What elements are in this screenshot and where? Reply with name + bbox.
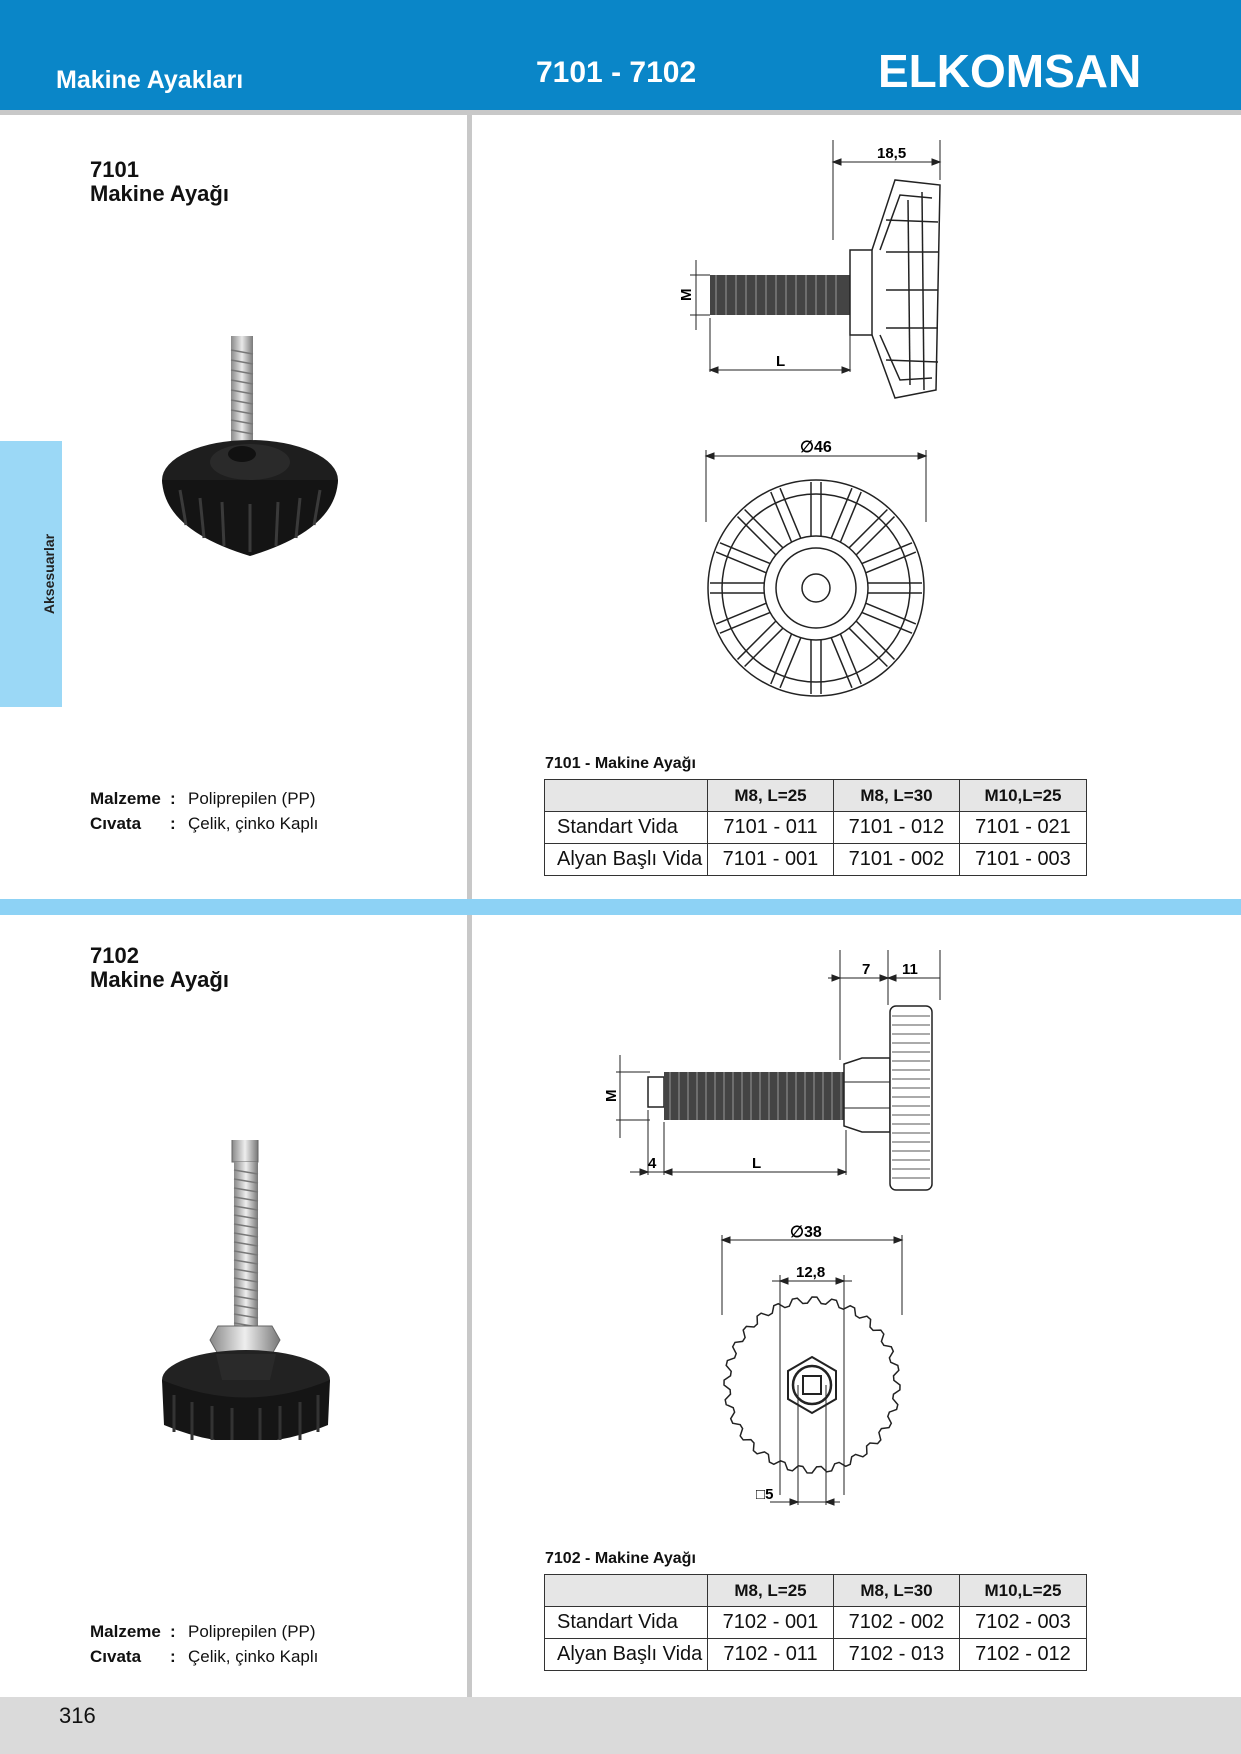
bolt-value: Çelik, çinko Kaplı: [188, 814, 319, 833]
table-header: M8, L=25: [708, 1575, 834, 1607]
table-title: 7102 - Makine Ayağı: [545, 1550, 696, 1567]
table-cell: 7101 - 011: [708, 812, 834, 844]
product-codes: 7101 - 7102: [536, 56, 697, 89]
dim-square: 5: [765, 1486, 774, 1503]
diameter-symbol: ∅: [800, 439, 814, 456]
spec-table-7101: [544, 779, 1087, 876]
dim-length: L: [752, 1155, 762, 1172]
table-cell: 7102 - 013: [834, 1639, 960, 1671]
dim-nut: 7: [862, 961, 871, 978]
table-row: [545, 844, 1087, 876]
table-header: M8, L=25: [708, 780, 834, 812]
dim-tip: 4: [648, 1155, 657, 1172]
table-row: [545, 1607, 1087, 1639]
material-specs: Malzeme : Poliprepilen (PP) Cıvata : Çelik, çinko Kaplı: [90, 786, 318, 836]
table-cell: 7102 - 012: [960, 1639, 1087, 1671]
table-cell: 7101 - 001: [708, 844, 834, 876]
row-label: Standart Vida: [545, 812, 708, 844]
bolt-key: Cıvata: [90, 814, 142, 833]
dim-diameter: 38: [803, 1224, 822, 1241]
table-header-row: [545, 780, 1087, 812]
section-separator: [0, 899, 1241, 915]
top-view-drawing-7101: [690, 432, 940, 702]
material-specs: Malzeme : Poliprepilen (PP) Cıvata : Çelik, çinko Kaplı: [90, 1619, 318, 1669]
material-value: Poliprepilen (PP): [188, 789, 316, 808]
product-photo-7102: [160, 1140, 340, 1440]
header-underline: [0, 110, 1241, 115]
table-header: M10,L=25: [960, 780, 1087, 812]
page-header: [0, 0, 1241, 110]
table-cell: 7101 - 012: [834, 812, 960, 844]
product-name: Makine Ayağı: [90, 181, 229, 206]
brand-logo: ELKOMSAN: [878, 45, 1142, 97]
table-cell: 7102 - 002: [834, 1607, 960, 1639]
table-row: [545, 812, 1087, 844]
bolt-key: Cıvata: [90, 1647, 142, 1666]
dim-thread: M: [603, 1089, 620, 1102]
svg-text:∅38: [790, 1224, 822, 1241]
square-symbol: □: [756, 1486, 766, 1503]
sidebar-tab[interactable]: [0, 441, 62, 707]
table-title: 7101 - Makine Ayağı: [545, 755, 696, 772]
diameter-symbol: ∅: [790, 1224, 804, 1241]
page-footer: [0, 1697, 1241, 1754]
table-header: M10,L=25: [960, 1575, 1087, 1607]
column-divider: [467, 915, 472, 1697]
material-key: Malzeme: [90, 1622, 161, 1641]
sidebar-label: Aksesuarlar: [41, 533, 57, 615]
product-name: Makine Ayağı: [90, 967, 229, 992]
table-cell: 7102 - 003: [960, 1607, 1087, 1639]
table-cell: 7102 - 011: [708, 1639, 834, 1671]
table-header: M8, L=30: [834, 1575, 960, 1607]
product-title: [90, 944, 229, 992]
dim-diameter: 46: [813, 439, 832, 456]
side-view-drawing-7101: [660, 140, 980, 410]
table-cell: 7102 - 001: [708, 1607, 834, 1639]
table-cell: 7101 - 003: [960, 844, 1087, 876]
column-divider: [467, 115, 472, 899]
dim-base: 11: [902, 961, 918, 978]
table-corner: [545, 780, 708, 812]
table-cell: 7101 - 002: [834, 844, 960, 876]
table-header-row: [545, 1575, 1087, 1607]
svg-text:∅46: [800, 439, 832, 456]
row-label: Alyan Başlı Vida: [545, 844, 708, 876]
page-number: 316: [59, 1703, 96, 1728]
dim-length: L: [776, 353, 786, 370]
row-label: Standart Vida: [545, 1607, 708, 1639]
side-view-drawing-7102: [590, 950, 960, 1195]
material-value: Poliprepilen (PP): [188, 1622, 316, 1641]
table-header: M8, L=30: [834, 780, 960, 812]
table-row: [545, 1639, 1087, 1671]
svg-text:□5: [756, 1486, 773, 1503]
dim-width: 18,5: [877, 145, 907, 162]
category-title: Makine Ayakları: [56, 66, 244, 94]
bolt-value: Çelik, çinko Kaplı: [188, 1647, 319, 1666]
top-view-drawing-7102: [710, 1215, 920, 1515]
product-code: 7101: [90, 157, 139, 182]
table-cell: 7101 - 021: [960, 812, 1087, 844]
row-label: Alyan Başlı Vida: [545, 1639, 708, 1671]
product-title: [90, 158, 229, 206]
dim-hex: 12,8: [796, 1264, 826, 1281]
dim-thread: M: [678, 288, 695, 301]
material-key: Malzeme: [90, 789, 161, 808]
product-code: 7102: [90, 943, 139, 968]
product-photo-7101: [150, 330, 350, 560]
table-corner: [545, 1575, 708, 1607]
spec-table-7102: [544, 1574, 1087, 1671]
